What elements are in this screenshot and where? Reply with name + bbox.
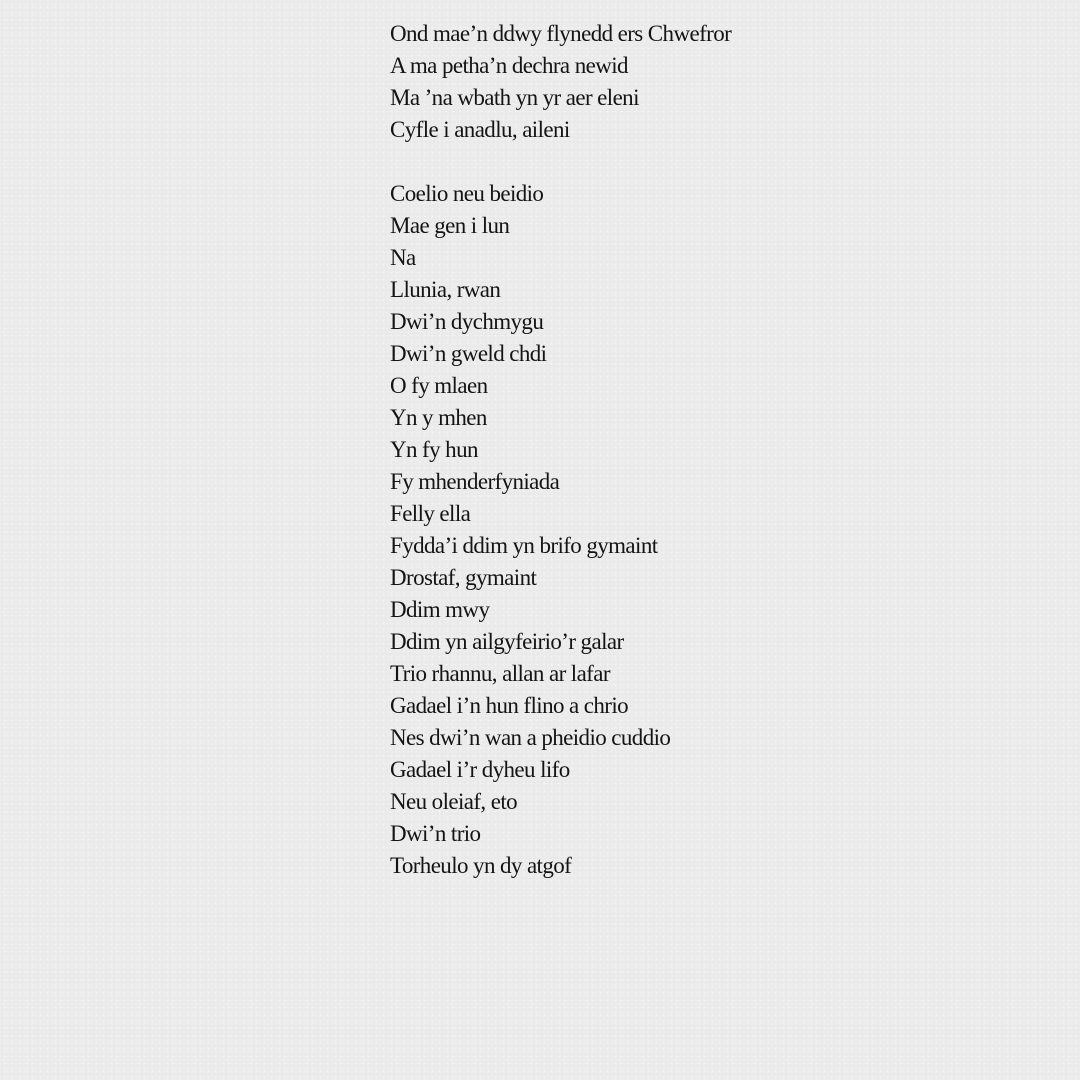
poem-line: Neu oleiaf, eto [390, 789, 518, 814]
poem-line: Fy mhenderfyniada [390, 469, 560, 494]
poem-line: Felly ella [390, 501, 471, 526]
poem-line: Trio rhannu, allan ar lafar [390, 661, 610, 686]
poem-line: Ma ’na wbath yn yr aer eleni [390, 85, 639, 110]
poem-line: Llunia, rwan [390, 277, 501, 302]
poem-line: Torheulo yn dy atgof [390, 853, 572, 878]
poem-line: Ond mae’n ddwy flynedd ers Chwefror [390, 21, 732, 46]
stanza-1 [390, 18, 731, 146]
poem-line: O fy mlaen [390, 373, 488, 398]
poem-line: Drostaf, gymaint [390, 565, 537, 590]
poem-line: Mae gen i lun [390, 213, 510, 238]
poem-line: Dwi’n trio [390, 821, 481, 846]
stanza-2 [390, 178, 731, 882]
poem-line: Cyfle i anadlu, aileni [390, 117, 570, 142]
poem-line: Nes dwi’n wan a pheidio cuddio [390, 725, 671, 750]
poem-line: Yn y mhen [390, 405, 487, 430]
poem-line: Na [390, 245, 416, 270]
poem-text [390, 18, 731, 882]
poem-line: A ma petha’n dechra newid [390, 53, 628, 78]
poem-line: Gadael i’n hun flino a chrio [390, 693, 629, 718]
poem-line: Gadael i’r dyheu lifo [390, 757, 570, 782]
poem-line: Ddim mwy [390, 597, 490, 622]
poem-line: Dwi’n gweld chdi [390, 341, 547, 366]
poem-line: Coelio neu beidio [390, 181, 544, 206]
poem-line: Dwi’n dychmygu [390, 309, 544, 334]
poem-line: Fydda’i ddim yn brifo gymaint [390, 533, 658, 558]
poem-line: Ddim yn ailgyfeirio’r galar [390, 629, 624, 654]
poem-line: Yn fy hun [390, 437, 478, 462]
